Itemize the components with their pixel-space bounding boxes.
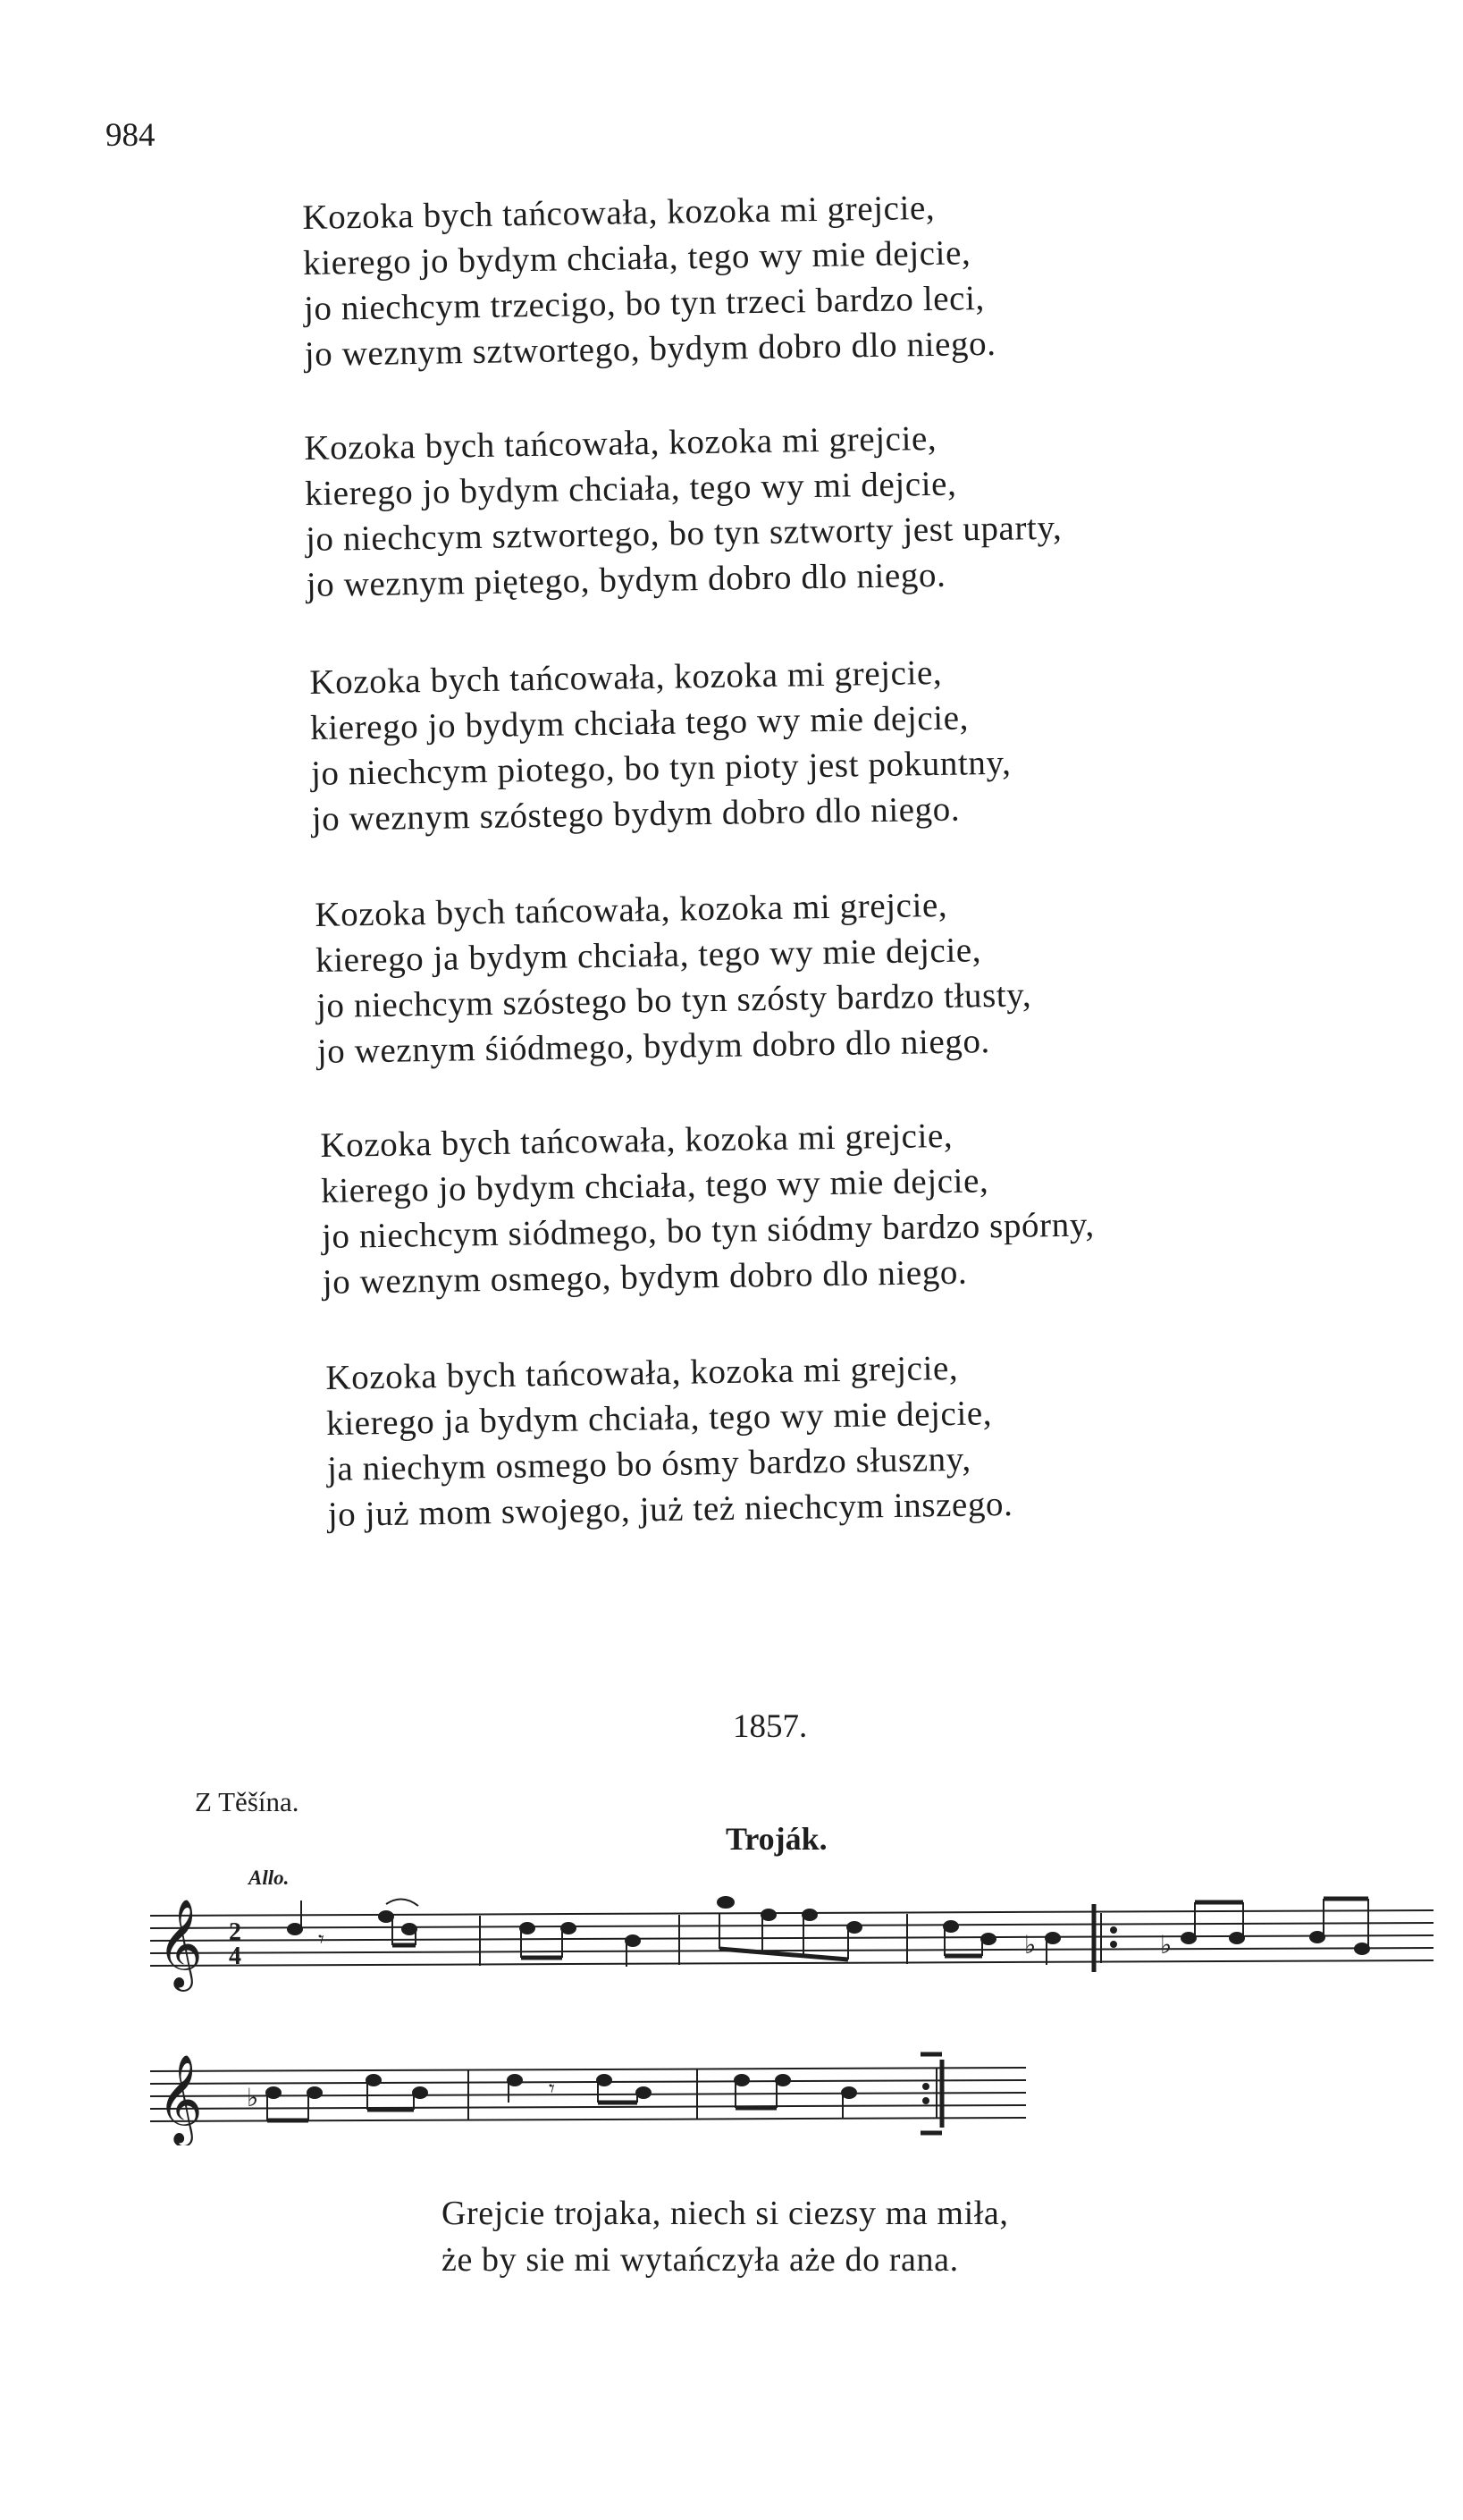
verse-line: Kozoka bych tańcowała, kozoka mi grejcie, <box>315 885 948 934</box>
verse-line: ja niechym osmego bo ósmy bardzo słuszny, <box>326 1439 971 1488</box>
lyric-line: Grejcie trojaka, niech si ciezsy ma miła, <box>441 2195 1009 2232</box>
verse-line: kierego jo bydym chciała, tego wy mie dejcie, <box>320 1161 989 1210</box>
verse-line: jo już mom swojego, już też niechcym inszego. <box>327 1484 1013 1534</box>
song-title: Troják. <box>726 1821 828 1857</box>
svg-text:♭: ♭ <box>1160 1932 1173 1960</box>
verse-line: kierego ja bydym chciała, tego wy mie dejcie, <box>325 1394 993 1443</box>
time-signature-bottom: 4 <box>229 1943 241 1970</box>
verse-line: jo niechcym trzecigo, bo tyn trzeci bardzo leci, <box>303 279 986 328</box>
verse-line: Kozoka bych tańcowała, kozoka mi grejcie, <box>309 653 943 702</box>
svg-text:𝄾: 𝄾 <box>318 1926 324 1952</box>
verse-line: jo niechcym siódmego, bo tyn siódmy bardzo spórny, <box>321 1205 1096 1256</box>
verse-line: jo niechcym szóstego bo tyn szósty bardzo tłusty, <box>315 975 1032 1025</box>
verse-line: jo weznym osmego, bydym dobro dlo niego. <box>322 1252 968 1302</box>
treble-clef-icon: 𝄞 <box>157 1899 203 1988</box>
verse-line: kierego jo bydym chciała, tego wy mie dejcie, <box>302 233 971 282</box>
lyric-line: że by sie mi wytańczyła aże do rana. <box>441 2241 959 2279</box>
svg-text:♭: ♭ <box>247 2085 259 2112</box>
notes-staff-1 <box>288 1897 1369 1967</box>
verse-line: kierego jo bydym chciała tego wy mie dejcie, <box>309 698 970 747</box>
verse-line: Kozoka bych tańcowała, kozoka mi grejcie, <box>304 418 937 468</box>
svg-text:𝄾: 𝄾 <box>549 2076 555 2102</box>
verse-line: jo weznym piętego, bydym dobro dlo niego. <box>306 555 946 604</box>
verse-line: jo weznym sztwortego, bydym dobro dlo niego. <box>304 324 996 374</box>
time-signature-top: 2 <box>229 1918 241 1946</box>
verse-line: kierego jo bydym chciała, tego wy mi dejcie, <box>304 464 957 513</box>
svg-text:♭: ♭ <box>1024 1932 1037 1960</box>
page-number: 984 <box>105 117 156 154</box>
verse-line: jo niechcym sztwortego, bo tyn sztworty jest uparty, <box>305 508 1063 559</box>
verse-line: jo weznym szóstego bydym dobro dlo niego. <box>311 789 961 839</box>
staff-2 <box>150 2060 1026 2128</box>
verse-line: Kozoka bych tańcowała, kozoka mi grejcie, <box>320 1116 954 1165</box>
song-number: 1857. <box>733 1708 808 1745</box>
verse-line: kierego ja bydym chciała, tego wy mie dejcie, <box>315 931 982 980</box>
verse-line: Kozoka bych tańcowała, kozoka mi grejcie, <box>302 188 936 237</box>
tempo-marking: Allo. <box>248 1867 290 1889</box>
verse-line: Kozoka bych tańcowała, kozoka mi grejcie, <box>325 1348 959 1397</box>
treble-clef-icon: 𝄞 <box>157 2054 203 2144</box>
verse-line: jo weznym śiódmego, bydym dobro dlo niego. <box>316 1022 991 1071</box>
song-lyrics <box>441 2190 1008 2283</box>
verse-line: jo niechcym piotego, bo tyn pioty jest pokuntny, <box>310 743 1012 793</box>
song-origin: Z Těšína. <box>195 1786 299 1817</box>
